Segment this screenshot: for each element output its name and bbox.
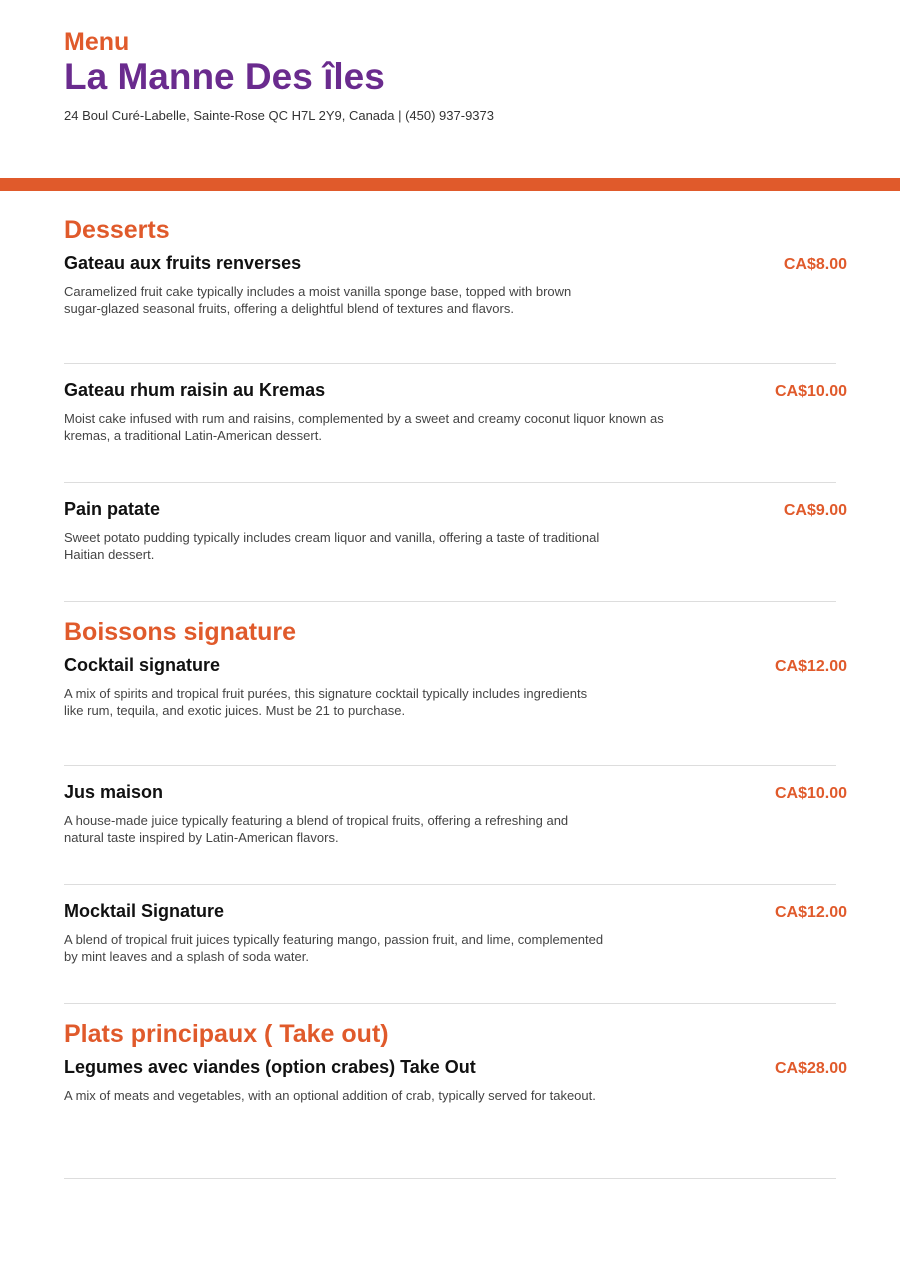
item-description-line: kremas, a traditional Latin-American dessert.: [64, 428, 322, 443]
item-description: [64, 1087, 836, 1104]
item-price: CA$10.00: [774, 383, 847, 400]
item-description: [64, 410, 836, 444]
item-description-line: A blend of tropical fruit juices typically featuring mango, passion fruit, and lime, complemented: [64, 932, 604, 947]
item-description-line: like rum, tequila, and exotic juices. Must be 21 to purchase.: [64, 703, 406, 718]
item-name: Jus maison: [64, 782, 164, 802]
restaurant-name: La Manne Des îles: [64, 56, 385, 97]
item-name: Gateau rhum raisin au Kremas: [64, 380, 326, 400]
item-description-line: Haitian dessert.: [64, 547, 155, 562]
item-name: Cocktail signature: [64, 655, 221, 675]
item-description-line: Moist cake infused with rum and raisins, complemented by a sweet and creamy coconut liquor known as: [64, 411, 664, 426]
restaurant-address: 24 Boul Curé-Labelle, Sainte-Rose QC H7L 2Y9, Canada | (450) 937-9373: [64, 108, 494, 123]
item-description-line: natural taste inspired by Latin-American flavors.: [64, 830, 339, 845]
item-description-line: by mint leaves and a splash of soda water.: [64, 949, 309, 964]
item-price: CA$28.00: [774, 1060, 847, 1077]
item-description-line: Sweet potato pudding typically includes cream liquor and vanilla, offering a taste of traditional: [64, 530, 600, 545]
item-price: CA$8.00: [783, 256, 847, 273]
section-title: Boissons signature: [64, 618, 296, 646]
menu-item: [64, 1049, 847, 1179]
menu-content: [64, 215, 847, 1179]
item-name: Mocktail Signature: [64, 901, 225, 921]
menu-label: Menu: [64, 28, 130, 56]
item-description-line: A mix of meats and vegetables, with an optional addition of crab, typically served for takeout.: [64, 1088, 596, 1103]
menu-section-plats-principaux: [64, 1019, 847, 1179]
item-description: [64, 283, 836, 317]
item-description-line: A mix of spirits and tropical fruit purées, this signature cocktail typically includes ingredients: [64, 686, 588, 701]
item-price: CA$12.00: [774, 904, 847, 921]
item-name: Pain patate: [64, 499, 161, 519]
menu-item: [64, 885, 847, 1004]
section-title: Desserts: [64, 216, 170, 244]
menu-section-desserts: [64, 215, 847, 602]
item-description: [64, 812, 836, 846]
menu-item: [64, 766, 847, 885]
menu-item: [64, 647, 847, 766]
item-description: [64, 685, 836, 719]
item-description-line: A house-made juice typically featuring a blend of tropical fruits, offering a refreshing and: [64, 813, 569, 828]
section-title: Plats principaux ( Take out): [64, 1020, 389, 1048]
menu-item: [64, 364, 847, 483]
item-name: Gateau aux fruits renverses: [64, 253, 302, 273]
item-description-line: sugar-glazed seasonal fruits, offering a delightful blend of textures and flavors.: [64, 301, 514, 316]
item-description-line: Caramelized fruit cake typically includes a moist vanilla sponge base, topped with brown: [64, 284, 572, 299]
header-divider-bar: [0, 178, 900, 191]
item-price: CA$9.00: [783, 502, 847, 519]
item-description: [64, 931, 836, 965]
menu-item: [64, 483, 847, 602]
menu-header: [64, 27, 494, 124]
item-description: [64, 529, 836, 563]
item-price: CA$10.00: [774, 785, 847, 802]
menu-section-boissons-signature: [64, 617, 847, 1004]
item-price: CA$12.00: [774, 658, 847, 675]
item-name: Legumes avec viandes (option crabes) Take Out: [64, 1057, 476, 1077]
menu-item: [64, 245, 847, 364]
